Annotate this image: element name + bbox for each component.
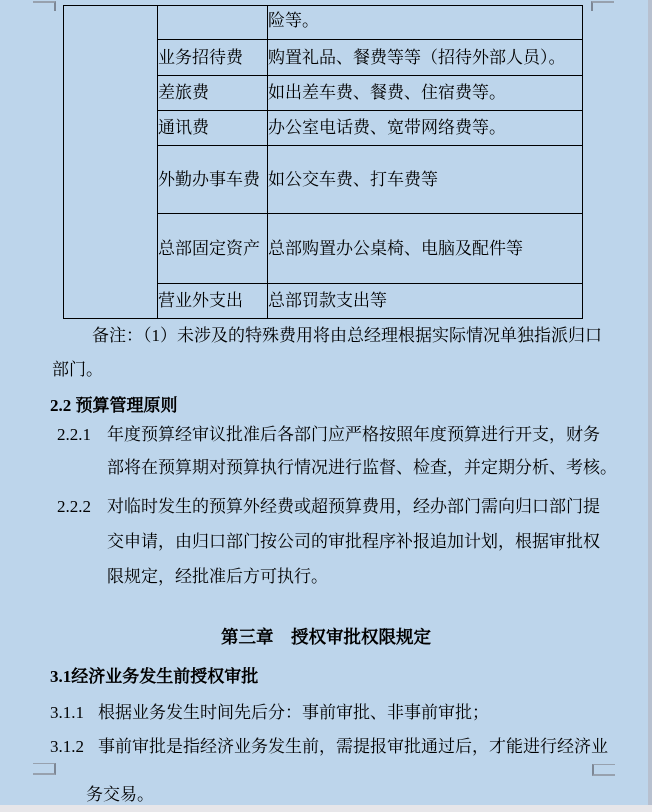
clause-number: 2.2.2 (57, 497, 91, 516)
clause-3-1-1-line1 (50, 702, 489, 724)
expense-desc-cell: 购置礼品、餐费等等（招待外部人员）。 (268, 40, 583, 76)
text-boundary-mark-bottom-left (33, 763, 56, 775)
expense-category-cell: 差旅费 (158, 76, 268, 111)
note-paragraph-line2: 部门。 (52, 360, 103, 379)
clause-2-2-1-line1 (57, 424, 600, 446)
table-row (64, 6, 583, 40)
clause-3-1-2-line1 (50, 736, 608, 758)
expense-category-cell: 外勤办事车费 (158, 146, 268, 214)
note-paragraph-line1: 备注：（1）未涉及的特殊费用将由总经理根据实际情况单独指派归口 (92, 326, 602, 345)
clause-2-2-1-line2: 部将在预算期对预算执行情况进行监督、检查，并定期分析、考核。 (107, 458, 617, 477)
page-edge-right (648, 0, 652, 805)
chapter-3-heading: 第三章 授权审批权限规定 (221, 627, 431, 647)
clause-number: 3.1.1 (50, 703, 84, 722)
expense-desc-cell: 总部罚款支出等 (268, 284, 583, 319)
text-boundary-mark-top-right (591, 1, 614, 11)
clause-number: 2.2.1 (57, 425, 91, 444)
expense-category-cell: 业务招待费 (158, 40, 268, 76)
expense-category-cell: 通讯费 (158, 111, 268, 146)
expense-category-cell: 总部固定资产 (158, 214, 268, 284)
section-3-1-heading: 3.1经济业务发生前授权审批 (50, 667, 259, 686)
text-boundary-mark-bottom-right (592, 764, 615, 776)
clause-2-2-2-line3: 限规定，经批准后方可执行。 (107, 567, 328, 586)
expense-table (63, 5, 583, 319)
clause-3-1-2-line2: 务交易。 (86, 785, 154, 804)
text-boundary-mark-top-left (33, 1, 56, 11)
expense-category-cell (158, 6, 268, 40)
page-gap-bottom (0, 805, 652, 812)
section-2-2-heading: 2.2 预算管理原则 (50, 396, 178, 415)
expense-category-cell: 营业外支出 (158, 284, 268, 319)
clause-2-2-2-line1 (57, 496, 600, 518)
expense-desc-cell: 办公室电话费、宽带网络费等。 (268, 111, 583, 146)
clause-text: 对临时发生的预算外经费或超预算费用，经办部门需向归口部门提 (107, 497, 600, 516)
clause-number: 3.1.2 (50, 737, 84, 756)
expense-desc-cell: 总部购置办公桌椅、电脑及配件等 (268, 214, 583, 284)
clause-text: 年度预算经审议批准后各部门应严格按照年度预算进行开支，财务 (107, 425, 600, 444)
merged-empty-cell (64, 6, 158, 319)
clause-text: 根据业务发生时间先后分：事前审批、非事前审批； (98, 703, 489, 722)
clause-2-2-2-line2: 交申请，由归口部门按公司的审批程序补报追加计划，根据审批权 (107, 532, 600, 551)
expense-desc-cell: 险等。 (268, 6, 583, 40)
expense-desc-cell: 如公交车费、打车费等 (268, 146, 583, 214)
expense-desc-cell: 如出差车费、餐费、住宿费等。 (268, 76, 583, 111)
clause-text: 事前审批是指经济业务发生前，需提报审批通过后，才能进行经济业 (98, 737, 608, 756)
